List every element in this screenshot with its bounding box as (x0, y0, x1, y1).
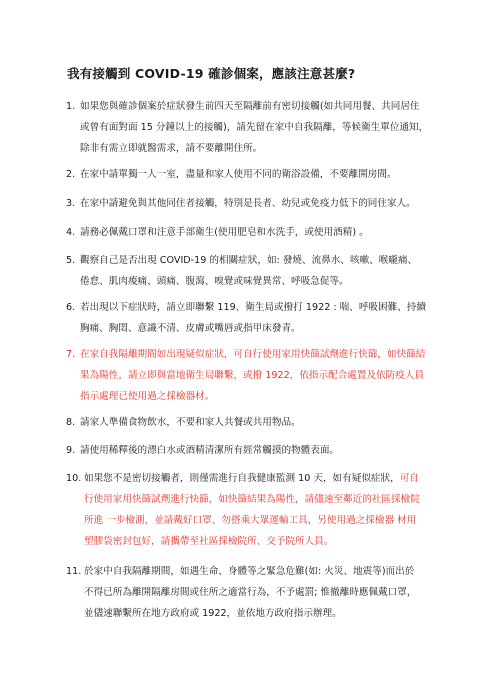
highlight-run: 所進 一步檢測，並請戴好口罩、勿搭乘大眾運輸工具，另使用過之採檢器 材用 (84, 515, 417, 526)
list-item-8 (66, 412, 446, 433)
list-item-9 (66, 440, 446, 461)
item-number: 4. (66, 227, 76, 238)
list-item-11 (66, 561, 446, 624)
item-number: 11. (66, 566, 82, 577)
item-text (80, 297, 446, 339)
item-number: 7. (66, 349, 76, 360)
text-run: 並儘速聯繫所在地方政府或 1922，並依地方政府指示辦理。 (84, 608, 342, 619)
text-run: 如果您與確診個案於症狀發生前四天至隔離前有密切接觸(如共同用餐、共同居住 (80, 101, 420, 112)
text-run: 觀察自己是否出現 COVID-19 的相關症狀，如: 發燒、流鼻水、咳嗽、喉嚨痛、 (80, 255, 418, 266)
item-number: 3. (66, 198, 76, 209)
text-run: 倦怠、肌肉痠痛、頭痛、腹瀉、嗅覺或味覺異常、呼吸急促等。 (80, 276, 349, 287)
item-text (80, 222, 446, 243)
list-item-3 (66, 193, 446, 214)
highlight-run: 指示處理已使用過之採檢器材。 (80, 391, 215, 402)
list-item-6 (66, 297, 446, 339)
text-run: 在家中請避免與其他同住者接觸，特別是長者、幼兒或免疫力低下的同住家人。 (80, 198, 416, 209)
item-number: 10. (66, 473, 82, 484)
text-run: 請使用稀釋後的漂白水或酒精清潔所有經常觸摸的物體表面。 (80, 445, 340, 456)
item-text (80, 193, 446, 214)
item-number: 5. (66, 255, 76, 266)
item-text (80, 344, 446, 407)
item-text (84, 561, 446, 624)
highlight-run: 可自 (399, 473, 419, 484)
highlight-run: 果為陽性，請立即與當地衛生局聯繫，或撥 1922，依指示配合處置及依防疫人員 (80, 370, 425, 381)
item-number: 6. (66, 302, 76, 313)
text-run: 或曾有面對面 15 分鐘以上的接觸)，請先留在家中自我隔離，等候衛生單位通知， (80, 122, 429, 133)
text-run: 除非有需立即就醫需求，請不要離開住所。 (80, 143, 263, 154)
item-text (84, 468, 446, 552)
item-text (80, 96, 446, 159)
highlight-run: 塑膠袋密封包好，請攜帶至社區採檢院所、交予院所人員。 (84, 536, 334, 547)
text-run: 若出現以下症狀時，請立即聯繫 119、衛生局或撥打 1922 : 喘、呼吸困難、持續 (80, 302, 426, 313)
item-text (80, 164, 446, 185)
list-item-10 (66, 468, 446, 552)
text-run: 胸痛、胸悶、意識不清、皮膚或嘴唇或指甲床發青。 (80, 323, 301, 334)
text-run: 請務必佩戴口罩和注意手部衛生(使用肥皂和水洗手，或使用酒精) 。 (80, 227, 369, 238)
item-number: 1. (66, 101, 76, 112)
item-number: 9. (66, 445, 76, 456)
item-number: 8. (66, 417, 76, 428)
list-item-7 (66, 344, 446, 407)
item-text (80, 250, 446, 292)
list-item-5 (66, 250, 446, 292)
highlight-run: 在家自我隔離期間如出現疑似症狀，可自行使用家用快篩試劑進行快篩，如快篩結 (80, 349, 426, 360)
item-text (80, 412, 446, 433)
text-run: 不得已所為離開隔離房間或住所之適當行為，不予處罰; 惟撤離時應佩戴口罩， (84, 587, 417, 598)
text-run: 如果您不是密切接觸者，則僅需進行自我健康監測 10 天，如有疑似症狀， (84, 473, 400, 484)
item-number: 2. (66, 169, 76, 180)
list-item-1 (66, 96, 446, 159)
text-run: 在家中請單獨一人一室，盡量和家人使用不同的衛浴設備，不要離開房間。 (80, 169, 397, 180)
text-run: 於家中自我隔離期間，如遇生命、身體等之緊急危難(如: 火災、地震等)而出於 (84, 566, 415, 577)
text-run: 請家人準備食物飲水，不要和家人共餐或共用物品。 (80, 417, 301, 428)
list-item-4 (66, 222, 446, 243)
highlight-run: 行使用家用快篩試劑進行快篩，如快篩結果為陽性，請儘速至鄰近的社區採檢院 (84, 494, 420, 505)
item-text (80, 440, 446, 461)
list-item-2 (66, 164, 446, 185)
page-title: 我有接觸到 COVID-19 確診個案，應該注意甚麼? (67, 66, 356, 81)
